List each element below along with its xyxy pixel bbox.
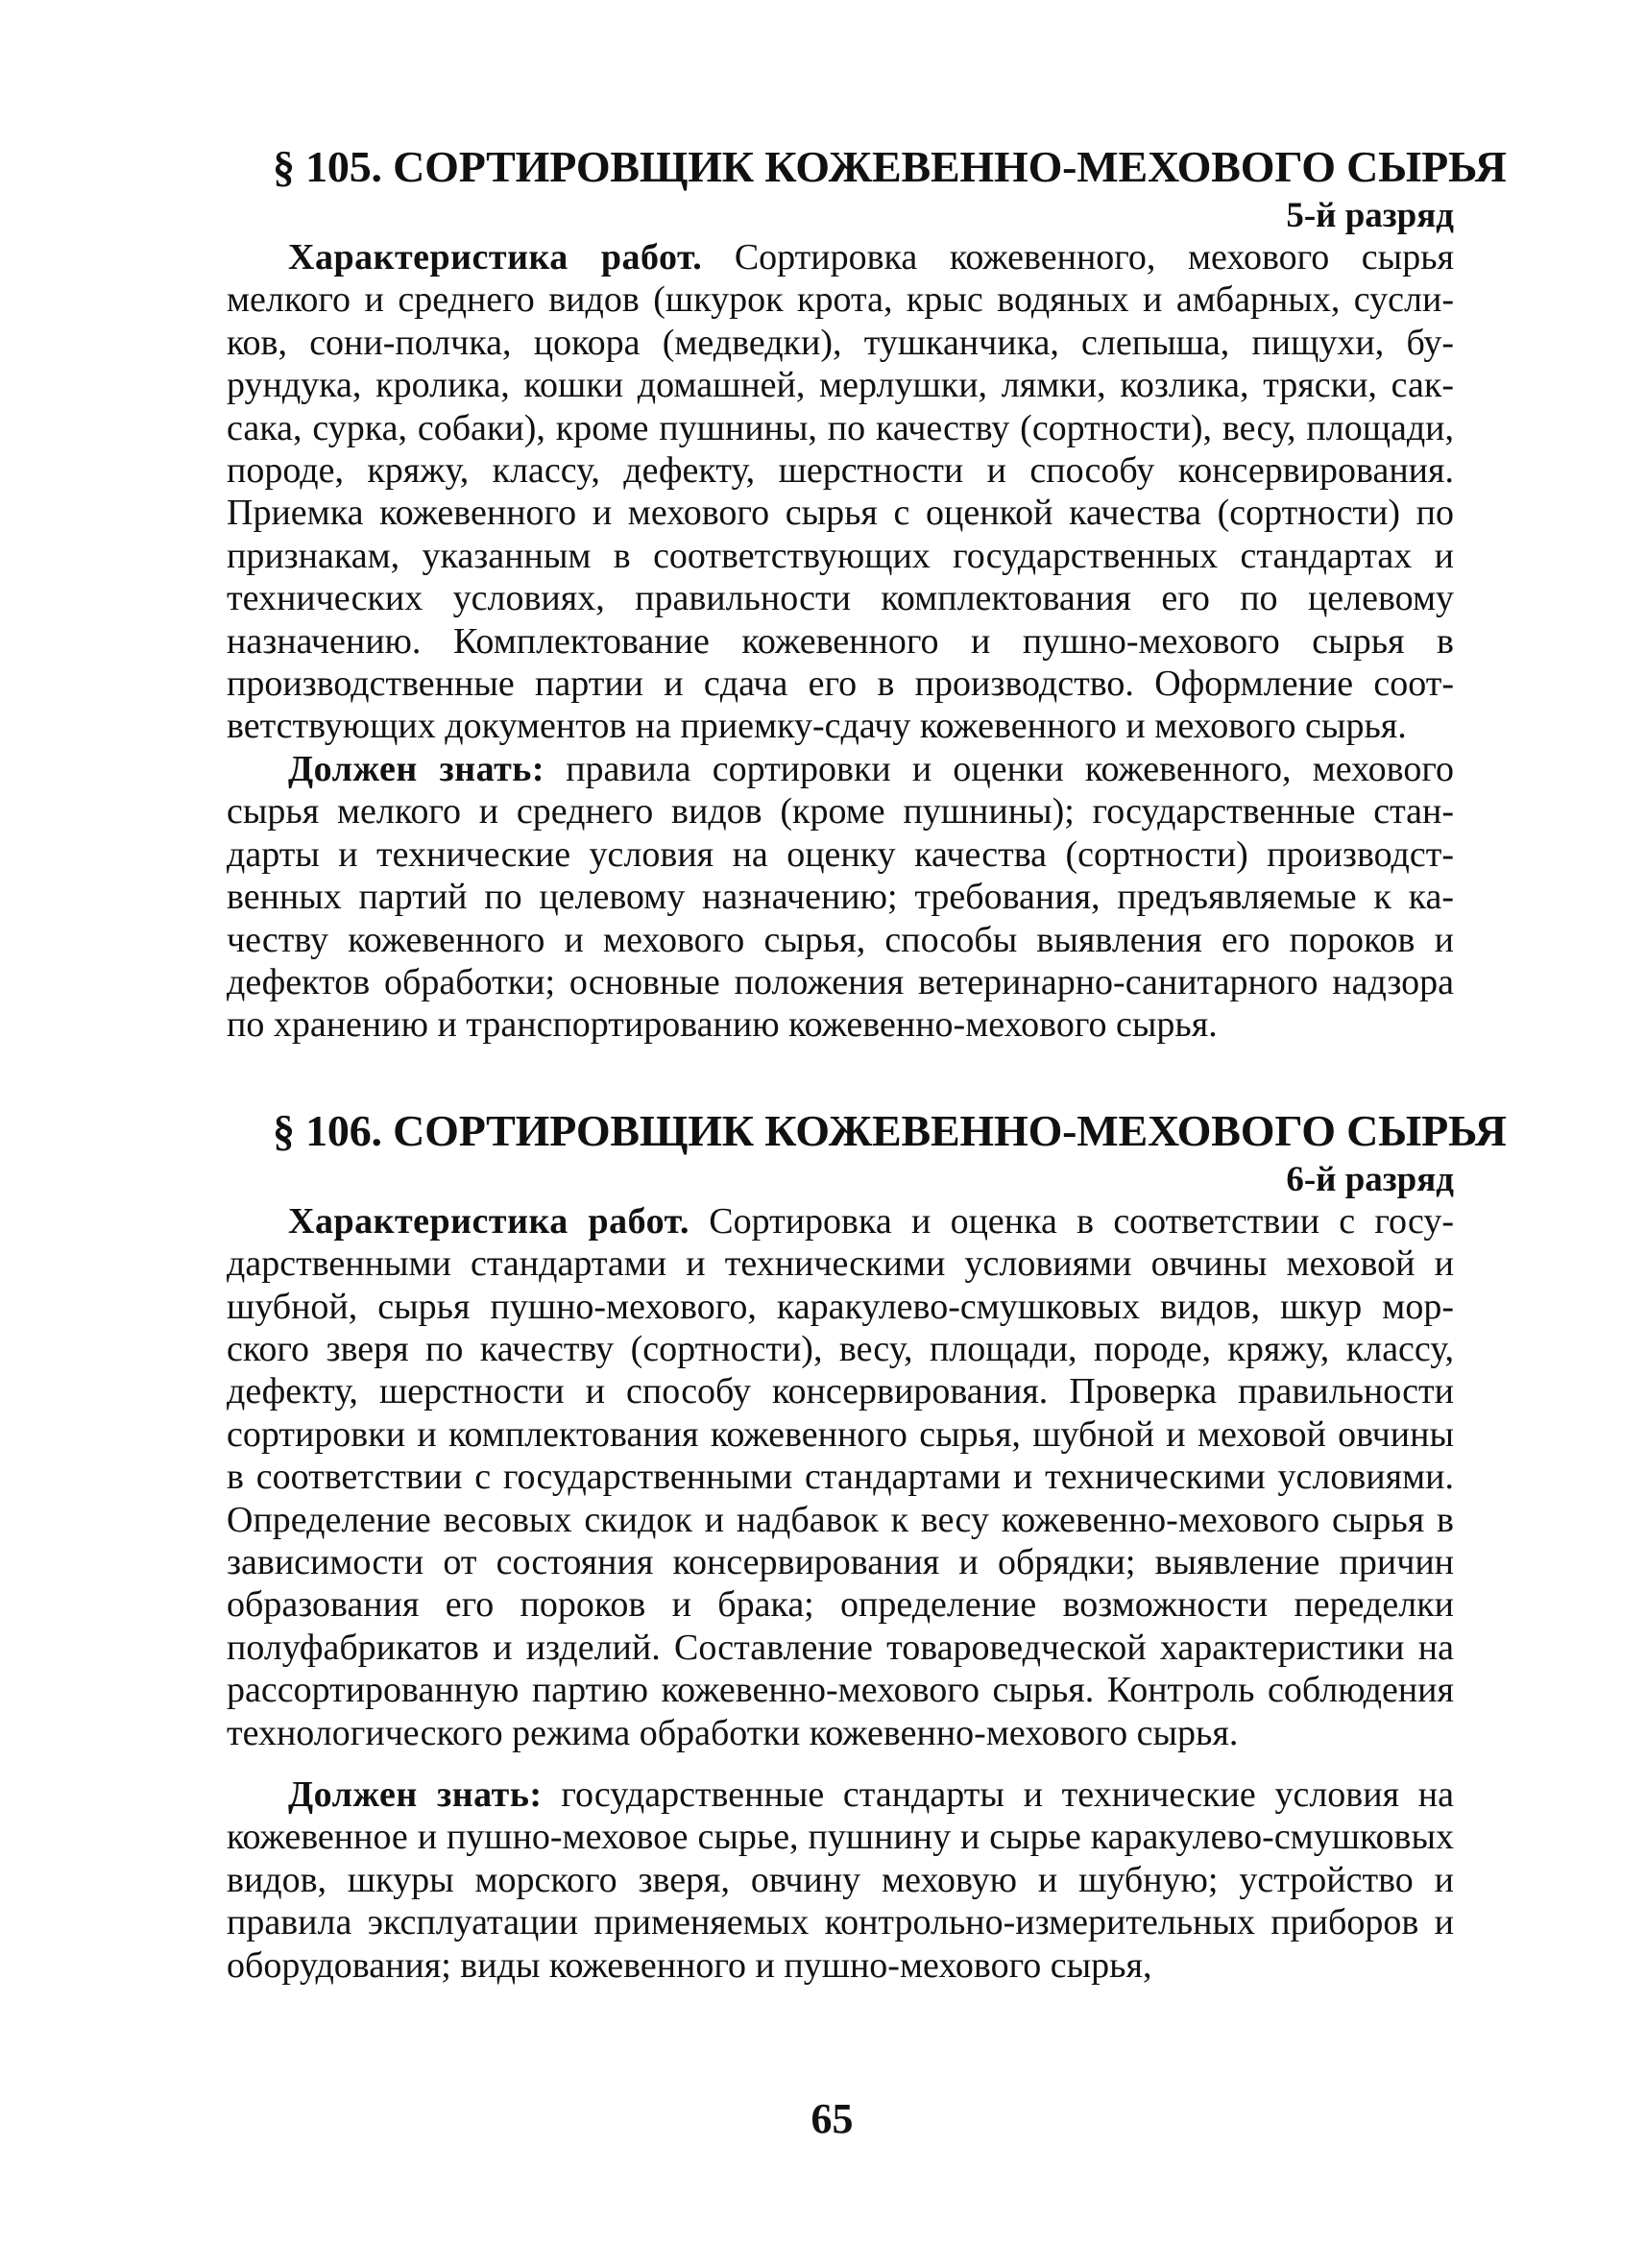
section-heading: § 105. СОРТИРОВЩИК КОЖЕВЕННО-МЕХОВОГО СЫРЬЯ: [273, 142, 1507, 191]
work-characteristics-paragraph: [227, 1200, 1454, 1754]
section-heading: § 106. СОРТИРОВЩИК КОЖЕВЕННО-МЕХОВОГО СЫРЬЯ: [273, 1105, 1507, 1155]
grade-label: 5-й разряд: [1286, 196, 1454, 235]
required-knowledge-paragraph: [227, 1773, 1454, 1987]
text-column: [227, 142, 1507, 1987]
section-105: [227, 142, 1507, 1047]
work-characteristics-paragraph: [227, 236, 1454, 748]
section-106: [227, 1105, 1507, 1987]
work-characteristics-text: Сортировка и оценка в соответствии с государственными стандартами и техническими условиями овчины меховой и шубной, сырья пушно-мехового, каракулево-смушковых видов, шкур морского зверя по качеству (сортности), весу, площади, породе, кряжу, классу, дефекту, шерстности и способу консервирования. Проверка правильности сортировки и комплектования кожевенного сырья, шубной и меховой овчины в соответствии с государственными стандартами и техническими условиями. Определение весовых скидок и надбавок к весу кожевенно-мехового сырья в зависимости от состояния консервирования и обрядки; выявление причин образования его пороков и брака; определение возможности переделки полуфабрикатов и изделий. Составление товароведческой характеристики на рассортированную партию кожевенно-мехового сырья. Контроль соблюдения технологического режима обработки кожевенно-мехового сырья.: [227, 1200, 1455, 1753]
required-knowledge-label: Должен знать:: [288, 1774, 543, 1815]
page-number: 65: [810, 2095, 854, 2142]
work-characteristics-text: Сортировка кожевенного, мехового сырья мелкого и среднего видов (шкурок крота, крыс водяных и амбарных, сусликов, сони-полчка, цокора (медведки), тушканчика, слепыша, пищухи, бурундука, кролика, кошки домашней, мерлушки, лямки, козлика, тряски, саксака, сурка, собаки), кроме пушнины, по качеству (сортности), весу, площади, породе, кряжу, классу, дефекту, шерстности и способу консервирования. Приемка кожевенного и мехового сырья с оценкой качества (сортности) по признакам, указанным в соответствующих государственных стандартах и технических условиях, правильности комплектования его по целевому назначению. Комплектование кожевенного и пушно-мехового сырья в производственные партии и сдача его в производство. Оформление соответствующих документов на приемку-сдачу кожевенного и мехового сырья.: [227, 237, 1455, 747]
required-knowledge-paragraph: [227, 748, 1454, 1047]
required-knowledge-text: правила сортировки и оценки кожевенного, мехового сырья мелкого и среднего видов (кроме пушнины); государственные стандарты и технические условия на оценку качества (сортности) производственных партий по целевому назначению; требования, предъявляемые к качеству кожевенного и мехового сырья, способы выявления его пороков и дефектов обработки; основные положения ветеринарно-санитарного надзора по хранению и транспортированию кожевенно-мехового сырья.: [227, 748, 1454, 1046]
grade-label: 6-й разряд: [1286, 1159, 1454, 1199]
required-knowledge-text: государственные стандарты и технические условия на кожевенное и пушно-меховое сырье, пушнину и сырье каракулево-смушковых видов, шкуры морского зверя, овчину меховую и шубную; устройство и правила эксплуатации применяемых контрольно-измерительных приборов и оборудования; виды кожевенного и пушно-мехового сырья,: [227, 1774, 1454, 1986]
work-characteristics-label: Характеристика работ.: [288, 237, 703, 277]
required-knowledge-label: Должен знать:: [288, 748, 545, 789]
work-characteristics-label: Характеристика работ.: [288, 1200, 689, 1242]
